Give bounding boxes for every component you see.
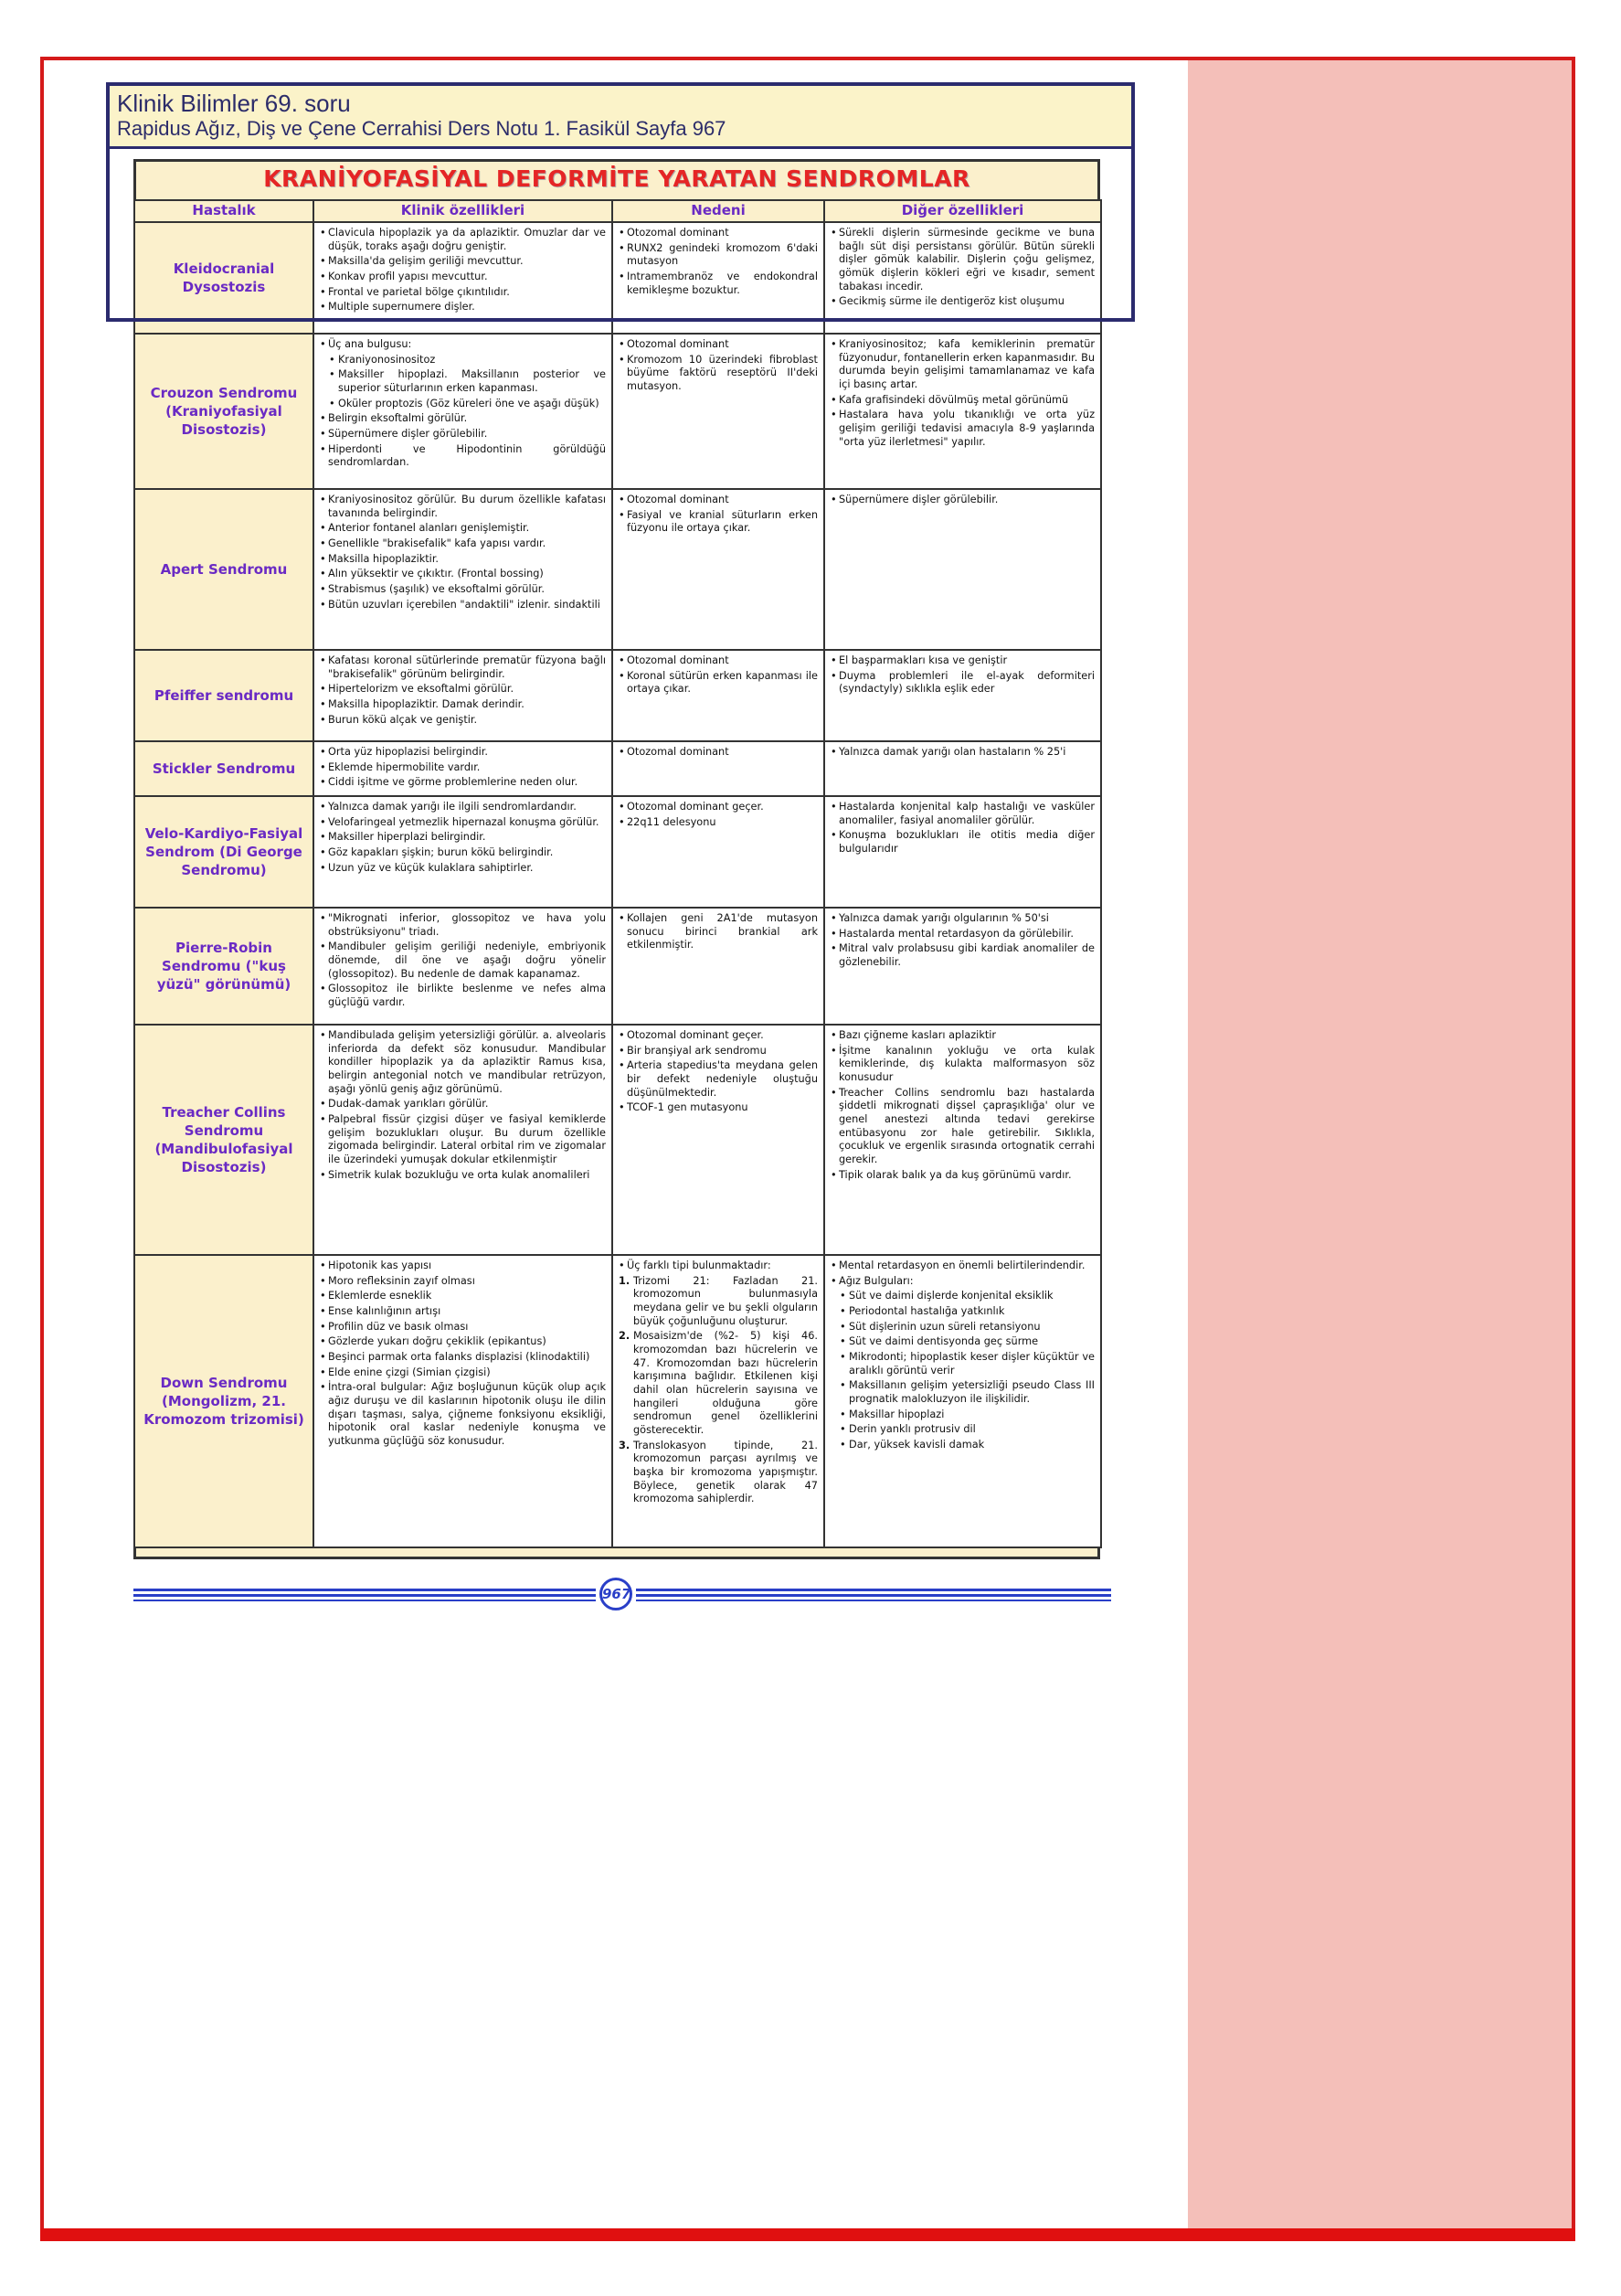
bullet-item: • Bütün uzuvları içerebilen "andaktili" izlenir. sindaktili — [320, 599, 606, 612]
bullet-item: • Göz kapakları şişkin; burun kökü belirgindir. — [320, 846, 606, 860]
bullet-item: • Kafatası koronal sütürlerinde prematür füzyona bağlı "brakisefalik" görünüm belirgindir. — [320, 654, 606, 681]
column-header: Nedeni — [612, 200, 824, 222]
bullet-item: • Frontal ve parietal bölge çıkıntılıdır. — [320, 286, 606, 300]
bullet-item: • Yalnızca damak yarığı ile ilgili sendromlardandır. — [320, 801, 606, 814]
bullet-item: • Gecikmiş sürme ile dentigeröz kist oluşumu — [831, 295, 1095, 309]
bullet-list — [831, 912, 1095, 970]
bullet-item: • Maksillanın gelişim yetersizliği pseudo Class III prognatik malokluzyon ile ilişkilidir. — [831, 1379, 1095, 1406]
cell-neden — [612, 334, 824, 489]
cell-diger — [824, 796, 1101, 908]
bullet-item: • Yalnızca damak yarığı olan hastaların % 25'i — [831, 746, 1095, 760]
cell-diger — [824, 741, 1101, 796]
bullet-item: • Üç farklı tipi bulunmaktadır: — [619, 1260, 818, 1273]
bullet-item: • Maksilla hipoplaziktir. Damak derindir. — [320, 698, 606, 712]
table-row — [134, 908, 1101, 1025]
bullet-item: • Süpernümere dişler görülebilir. — [320, 428, 606, 441]
bullet-item: • Burun kökü alçak ve geniştir. — [320, 714, 606, 728]
bullet-item: • Tipik olarak balık ya da kuş görünümü vardır. — [831, 1169, 1095, 1183]
column-header: Hastalık — [134, 200, 313, 222]
cell-klinik — [313, 334, 612, 489]
cell-neden — [612, 908, 824, 1025]
question-title: Klinik Bilimler 69. soru — [117, 90, 351, 117]
cell-neden — [612, 796, 824, 908]
bullet-item: • Mikrodonti; hipoplastik keser dişler küçüktür ve aralıklı görüntü verir — [831, 1351, 1095, 1377]
cell-diger — [824, 1025, 1101, 1255]
cell-neden — [612, 650, 824, 741]
syndrome-name: Down Sendromu (Mongolizm, 21. Kromozom trizomisi) — [134, 1255, 313, 1547]
footer-rule-right — [636, 1589, 1111, 1591]
bullet-item: • Mandibuler gelişim geriliği nedeniyle, embriyonik dönemde, dil öne ve aşağı doğru yönelir (glossopitoz). Bu nedenle de damak kapanamaz. — [320, 941, 606, 981]
bullet-item: • Anterior fontanel alanları genişlemiştir. — [320, 522, 606, 536]
syndrome-name: Treacher Collins Sendromu (Mandibulofasiyal Disostozis) — [134, 1025, 313, 1255]
bullet-item: 3. Translokasyon tipinde, 21. kromozomun parçası ayrılmış ve başka bir kromozoma yapışmıştır. Böylece, genetik olarak 47 kromozoma sahiplerdir. — [619, 1439, 818, 1505]
bullet-item: • Dudak-damak yarıkları görülür. — [320, 1098, 606, 1111]
bullet-item: • Maksiller hipoplazi. Maksillanın posterior ve superior süturlarının erken kapanması. — [320, 368, 606, 395]
footer-rule-right — [636, 1594, 1111, 1597]
bullet-item: • Dar, yüksek kavisli damak — [831, 1439, 1095, 1452]
table-title: KRANİYOFASİYAL DEFORMİTE YARATAN SENDROMLAR — [263, 165, 970, 192]
bullet-item: • Kraniyosinositoz görülür. Bu durum özellikle kafatası tavanında belirgindir. — [320, 494, 606, 520]
cell-diger — [824, 489, 1101, 650]
bullet-item: • Orta yüz hipoplazisi belirgindir. — [320, 746, 606, 760]
syndrome-name: Kleidocranial Dysostozis — [134, 222, 313, 334]
syndrome-name: Velo-Kardiyo-Fasiyal Sendrom (Di George Sendromu) — [134, 796, 313, 908]
table-row — [134, 1255, 1101, 1547]
bullet-item: • TCOF-1 gen mutasyonu — [619, 1101, 818, 1115]
bullet-item: • Alın yüksektir ve çıkıktır. (Frontal bossing) — [320, 568, 606, 581]
bullet-list — [619, 912, 818, 952]
bullet-item: • Multiple supernumere dişler. — [320, 301, 606, 314]
bullet-item: • Kraniyosinositoz; kafa kemiklerinin prematür füzyonudur, fontanellerin erken kapanmasıdır. Bu durumda beyin gelişimi tamamlanamaz ve kafa içi basınç artar. — [831, 338, 1095, 392]
bullet-item: • Süt ve daimi dentisyonda geç sürme — [831, 1335, 1095, 1349]
table-row — [134, 650, 1101, 741]
table-row — [134, 741, 1101, 796]
bullet-item: • Fasiyal ve kranial süturların erken füzyonu ile ortaya çıkar. — [619, 509, 818, 536]
bullet-item: • Kafa grafisindeki dövülmüş metal görünümü — [831, 394, 1095, 408]
bullet-list — [320, 1260, 606, 1449]
bullet-item: 1. Trizomi 21: Fazladan 21. kromozomun bulunmasıyla meydana gelir ve bu şekli olguların büyük çoğunluğunu oluşturur. — [619, 1274, 818, 1327]
source-reference: Rapidus Ağız, Diş ve Çene Cerrahisi Ders Notu 1. Fasikül Sayfa 967 — [117, 117, 726, 140]
bullet-item: • Koronal sütürün erken kapanması ile ortaya çıkar. — [619, 670, 818, 696]
bullet-item: • Otozomal dominant — [619, 227, 818, 240]
cell-diger — [824, 908, 1101, 1025]
table-row — [134, 334, 1101, 489]
bullet-item: • Kollajen geni 2A1'de mutasyon sonucu birinci brankial ark etkilenmiştir. — [619, 912, 818, 952]
cell-klinik — [313, 908, 612, 1025]
table-row — [134, 489, 1101, 650]
bullet-item: • İntra-oral bulgular: Ağız boşluğunun küçük olup açık ağız duruşu ve dil kaslarının hipotonik oluşu ile dilin dışarı taşması, salya, çiğneme fonksiyonu eksikliği, hipotonik oral kaslar nedeniyle konuşma ve yutkunma güçlüğü söz konusudur. — [320, 1381, 606, 1448]
bullet-item: • Elde enine çizgi (Simian çizgisi) — [320, 1366, 606, 1380]
bullet-item: • "Mikrognati inferior, glossopitoz ve hava yolu obstrüksiyonu" triadı. — [320, 912, 606, 939]
bullet-item: • Genellikle "brakisefalik" kafa yapısı vardır. — [320, 537, 606, 551]
bullet-item: • Hiperdonti ve Hipodontinin görüldüğü sendromlardan. — [320, 443, 606, 470]
bullet-item: • Derin yanklı protrusiv dil — [831, 1423, 1095, 1437]
cell-neden — [612, 1025, 824, 1255]
bullet-list — [320, 801, 606, 875]
bullet-list — [619, 654, 818, 696]
bullet-list — [619, 494, 818, 536]
bullet-list — [619, 801, 818, 829]
bullet-item: • Süt dişlerinin uzun süreli retansiyonu — [831, 1321, 1095, 1334]
bullet-list — [619, 338, 818, 394]
bullet-list — [320, 338, 606, 470]
bullet-item: • Palpebral fissür çizgisi düşer ve fasiyal kemiklerde gelişim bozuklukları oluşur. Bu durum özellikle zigomada belirgindir. Lateral orbital rim ve zigomalar ile üzerindeki yumuşak dokular etkilenmiştir — [320, 1113, 606, 1167]
bullet-item: • Hastalarda konjenital kalp hastalığı ve vasküler anomaliler, fasiyal anomaliler görülür. — [831, 801, 1095, 827]
bullet-item: • RUNX2 genindeki kromozom 6'daki mutasyon — [619, 242, 818, 269]
bullet-item: • Intramembranöz ve endokondral kemikleşme bozuktur. — [619, 271, 818, 297]
bullet-item: • Konuşma bozuklukları ile otitis media diğer bulgularıdır — [831, 829, 1095, 856]
bullet-item: • Hastalara hava yolu tıkanıklığı ve orta yüz gelişim geriliği tedavisi amacıyla 8-9 yaşlarında "orta yüz ilerletmesi" yapılır. — [831, 409, 1095, 449]
bullet-item: • Yalnızca damak yarığı olgularının % 50'si — [831, 912, 1095, 926]
bullet-list — [831, 654, 1095, 696]
bullet-item: • Maksilla hipoplaziktir. — [320, 553, 606, 567]
cell-diger — [824, 650, 1101, 741]
bullet-item: • Otozomal dominant geçer. — [619, 1029, 818, 1043]
cell-neden — [612, 489, 824, 650]
bullet-item: • Maksiller hiperplazi belirgindir. — [320, 831, 606, 845]
bullet-item: • Süpernümere dişler görülebilir. — [831, 494, 1095, 507]
bullet-item: • Kraniyonosinositoz — [320, 354, 606, 367]
bottom-border-bar — [40, 2228, 1575, 2241]
bullet-item: • Hastalarda mental retardasyon da görülebilir. — [831, 928, 1095, 941]
bullet-item: • Clavicula hipoplazik ya da aplaziktir. Omuzlar dar ve düşük, toraks aşağı doğru geniştir. — [320, 227, 606, 253]
bullet-item: • Velofaringeal yetmezlik hipernazal konuşma görülür. — [320, 816, 606, 830]
cell-klinik — [313, 1025, 612, 1255]
bullet-item: • Oküler proptozis (Göz küreleri öne ve aşağı düşük) — [320, 398, 606, 411]
bullet-list — [320, 1029, 606, 1182]
cell-neden — [612, 741, 824, 796]
footer-rule-left — [133, 1594, 596, 1597]
bullet-item: • 22q11 delesyonu — [619, 816, 818, 830]
bullet-item: • Otozomal dominant — [619, 338, 818, 352]
bullet-list — [831, 494, 1095, 507]
bullet-item: • Konkav profil yapısı mevcuttur. — [320, 271, 606, 284]
bullet-item: • Gözlerde yukarı doğru çekiklik (epikantus) — [320, 1335, 606, 1349]
table-row — [134, 796, 1101, 908]
bullet-list — [831, 801, 1095, 856]
bullet-list — [320, 746, 606, 790]
bullet-item: • Mitral valv prolabsusu gibi kardiak anomaliler de gözlenebilir. — [831, 942, 1095, 969]
bullet-list — [831, 746, 1095, 760]
bullet-item: • Süt ve daimi dişlerde konjenital eksiklik — [831, 1290, 1095, 1303]
bullet-item: • Kromozom 10 üzerindeki fibroblast büyüme faktörü reseptörü II'deki mutasyon. — [619, 354, 818, 394]
bullet-item: • İşitme kanalının yokluğu ve orta kulak kemiklerinde, dış kulakta malformasyon söz konusudur — [831, 1045, 1095, 1085]
bullet-list — [320, 494, 606, 611]
bullet-item: • Bir branşiyal ark sendromu — [619, 1045, 818, 1058]
bullet-item: • Otozomal dominant — [619, 494, 818, 507]
bullet-item: 2. Mosaisizm'de (%2- 5) kişi 46. kromozomdan bazı hücrelerin ve 47. Kromozomdan bazı hücrelerin karışımına bağlıdır. Etkilenen kişi dahil olan hücrelerin sayısına ve hangileri olduğuna göre sendromun genel özelliklerini gösterecektir. — [619, 1330, 818, 1437]
syndrome-name: Crouzon Sendromu (Kraniyofasiyal Disostozis) — [134, 334, 313, 489]
bullet-item: • Profilin düz ve basık olması — [320, 1321, 606, 1334]
cell-klinik — [313, 650, 612, 741]
bullet-list — [320, 912, 606, 1010]
bullet-item: • Periodontal hastalığa yatkınlık — [831, 1305, 1095, 1319]
bullet-item: • Bazı çiğneme kasları aplaziktir — [831, 1029, 1095, 1043]
cell-diger — [824, 334, 1101, 489]
bullet-item: • Üç ana bulgusu: — [320, 338, 606, 352]
bullet-item: • Strabismus (şaşılık) ve eksoftalmi görülür. — [320, 583, 606, 597]
table-body — [134, 222, 1101, 1547]
bullet-item: • Beşinci parmak orta falanks displazisi (klinodaktili) — [320, 1351, 606, 1365]
bullet-item: • Hipertelorizm ve eksoftalmi görülür. — [320, 683, 606, 696]
footer-rule-left — [133, 1600, 596, 1601]
bullet-item: • Belirgin eksoftalmi görülür. — [320, 412, 606, 426]
syndrome-name: Apert Sendromu — [134, 489, 313, 650]
bullet-item: • Moro refleksinin zayıf olması — [320, 1275, 606, 1289]
bullet-item: • Glossopitoz ile birlikte beslenme ve nefes alma güçlüğü vardır. — [320, 983, 606, 1009]
bullet-item: • Simetrik kulak bozukluğu ve orta kulak anomalileri — [320, 1169, 606, 1183]
bullet-item: • Otozomal dominant — [619, 654, 818, 668]
bullet-item: • Hipotonik kas yapısı — [320, 1260, 606, 1273]
cell-klinik — [313, 796, 612, 908]
cell-neden — [612, 1255, 824, 1547]
bullet-item: • Uzun yüz ve küçük kulaklara sahiptirler. — [320, 862, 606, 876]
bullet-list — [831, 1260, 1095, 1452]
bullet-item: • Eklemde hipermobilite vardır. — [320, 761, 606, 775]
column-header: Diğer özellikleri — [824, 200, 1101, 222]
bullet-item: • Arteria stapedius'ta meydana gelen bir defekt nedeniyle oluştuğu düşünülmektedir. — [619, 1059, 818, 1100]
question-highlight-box — [106, 82, 1135, 322]
table-row — [134, 1025, 1101, 1255]
bullet-item: • Maksillar hipoplazi — [831, 1408, 1095, 1422]
bullet-list — [619, 1260, 818, 1506]
footer-rule-left — [133, 1589, 596, 1591]
bullet-item: • Ağız Bulguları: — [831, 1275, 1095, 1289]
bullet-item: • Mental retardasyon en önemli belirtilerindendir. — [831, 1260, 1095, 1273]
column-header: Klinik özellikleri — [313, 200, 612, 222]
bullet-item: • Sürekli dişlerin sürmesinde gecikme ve buna bağlı süt dişi persistansı görülür. Bütün sürekli dişler gömük kalabilir. Dişlerin çoğu gelişmez, gömük dişlerin kökleri eğri ve kısadır, sement tabakası incedir. — [831, 227, 1095, 293]
bullet-item: • Otozomal dominant — [619, 746, 818, 760]
bullet-list — [831, 1029, 1095, 1182]
bullet-list — [320, 654, 606, 727]
bullet-item: • Maksilla'da gelişim geriliği mevcuttur. — [320, 255, 606, 269]
bullet-list — [831, 338, 1095, 449]
bullet-item: • Ciddi işitme ve görme problemlerine neden olur. — [320, 776, 606, 790]
cell-klinik — [313, 489, 612, 650]
bullet-item: • Ense kalınlığının artışı — [320, 1305, 606, 1319]
syndrome-name: Pfeiffer sendromu — [134, 650, 313, 741]
bullet-item: • Otozomal dominant geçer. — [619, 801, 818, 814]
bullet-item: • El başparmakları kısa ve geniştir — [831, 654, 1095, 668]
bullet-list — [619, 1029, 818, 1115]
cell-klinik — [313, 1255, 612, 1547]
bullet-item: • Duyma problemleri ile el-ayak deformiteri (syndactyly) sıklıkla eşlik eder — [831, 670, 1095, 696]
bullet-list — [619, 746, 818, 760]
footer-rule-right — [636, 1600, 1111, 1601]
bullet-item: • Eklemlerde esneklik — [320, 1290, 606, 1303]
bullet-item: • Treacher Collins sendromlu bazı hastalarda şiddetli mikrognati dişsel çapraşıklığa' olur ve genel anestezi altında tedavi gerekirse entübasyonu zor hale getirebilir. Sıklıkla, çocukluk ve ergenlik sırasında ortognatik cerrahi gerekir. — [831, 1087, 1095, 1167]
cell-diger — [824, 1255, 1101, 1547]
cell-klinik — [313, 741, 612, 796]
syndromes-table — [133, 199, 1102, 1548]
bullet-item: • Mandibulada gelişim yetersizliği görülür. a. alveolaris inferiorda da defekt söz konusudur. Mandibular kondiller hipoplazik ya da aplaziktir Ramus kısa, belirgin antegonial notch ve mandibular retrüzyon, aşağı yönlü geniş ağız görünümü. — [320, 1029, 606, 1096]
page-number: 967 — [599, 1578, 632, 1610]
syndrome-name: Stickler Sendromu — [134, 741, 313, 796]
syndrome-name: Pierre-Robin Sendromu ("kuş yüzü" görünümü) — [134, 908, 313, 1025]
right-margin-panel — [1188, 60, 1572, 2228]
